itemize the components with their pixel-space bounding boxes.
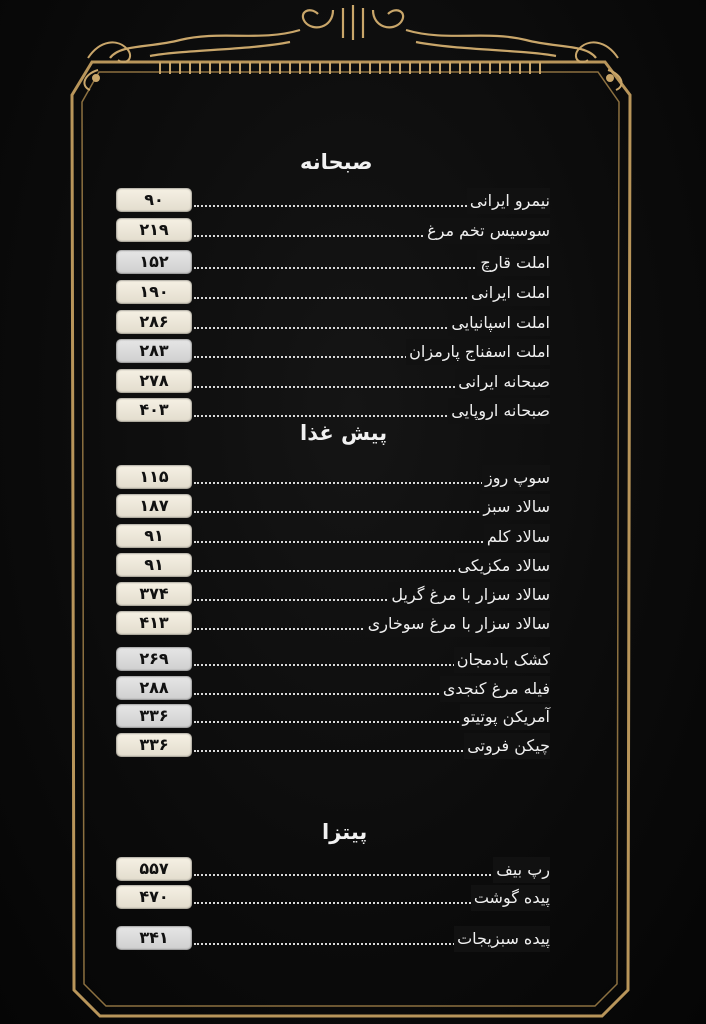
menu-item-name: صبحانه ایرانی (455, 369, 550, 395)
menu-item-name: املت اسفناج پارمزان (406, 339, 550, 365)
menu-item (116, 704, 550, 730)
menu-item-name: چیکن فروتی (464, 733, 550, 759)
menu-item (116, 188, 550, 214)
menu-item (116, 582, 550, 608)
menu-item (116, 611, 550, 637)
menu-item-name: سالاد کلم (484, 524, 550, 550)
menu-item-name: صبحانه اروپایی (448, 398, 550, 424)
price-tag: ۲۸۸ (116, 676, 192, 700)
menu-item (116, 218, 550, 244)
price-tag: ۲۱۹ (116, 218, 192, 242)
price-tag: ۴۰۳ (116, 398, 192, 422)
menu-item-name: پیده گوشت (471, 885, 550, 911)
menu-item (116, 369, 550, 395)
menu-item-name: سالاد مکزیکی (455, 553, 550, 579)
menu-item-name: سالاد سبز (480, 494, 550, 520)
price-tag: ۲۷۸ (116, 369, 192, 393)
price-tag: ۵۵۷ (116, 857, 192, 881)
menu-item-name: فیله مرغ کنجدی (440, 676, 550, 702)
menu-item-name: املت ایرانی (468, 280, 550, 306)
price-tag: ۳۳۶ (116, 704, 192, 728)
price-tag: ۲۸۳ (116, 339, 192, 363)
price-tag: ۳۷۴ (116, 582, 192, 606)
menu-item-name: کشک بادمجان (454, 647, 550, 673)
price-tag: ۹۰ (116, 188, 192, 212)
menu-item-name: آمریکن پوتیتو (460, 704, 551, 730)
menu-item (116, 733, 550, 759)
top-scroll-ornament-icon (110, 5, 596, 58)
menu-item-name: نیمرو ایرانی (467, 188, 550, 214)
price-tag: ۱۹۰ (116, 280, 192, 304)
price-tag: ۹۱ (116, 524, 192, 548)
price-tag: ۳۳۶ (116, 733, 192, 757)
menu-item (116, 310, 550, 336)
menu-item (116, 339, 550, 365)
menu-item (116, 250, 550, 276)
price-tag: ۱۸۷ (116, 494, 192, 518)
menu-item (116, 647, 550, 673)
price-tag: ۴۱۳ (116, 611, 192, 635)
menu-item-name: املت قارچ (477, 250, 550, 276)
price-tag: ۲۸۶ (116, 310, 192, 334)
price-tag: ۳۴۱ (116, 926, 192, 950)
menu-item (116, 885, 550, 911)
price-tag: ۱۱۵ (116, 465, 192, 489)
menu-item-name: سوسیس تخم مرغ (424, 218, 550, 244)
menu-item (116, 524, 550, 550)
menu-item (116, 465, 550, 491)
price-tag: ۱۵۲ (116, 250, 192, 274)
price-tag: ۲۶۹ (116, 647, 192, 671)
menu-item (116, 857, 550, 883)
menu-item (116, 553, 550, 579)
menu-item-name: پیده سبزیجات (454, 926, 550, 952)
menu-item-name: رپ بیف (493, 857, 550, 883)
section-title-pizza: پیتزا (322, 820, 368, 844)
menu-item-name: سالاد سزار با مرغ سوخاری (365, 611, 550, 637)
menu-item (116, 676, 550, 702)
section-title-appetizers: پیش غذا (300, 421, 388, 445)
menu-item-name: املت اسپانیایی (448, 310, 550, 336)
menu-item-name: سالاد سزار با مرغ گریل (388, 582, 550, 608)
menu-item-name: سوپ روز (482, 465, 550, 491)
section-title-breakfast: صبحانه (300, 150, 373, 174)
price-tag: ۴۷۰ (116, 885, 192, 909)
menu-item (116, 926, 550, 952)
price-tag: ۹۱ (116, 553, 192, 577)
menu-item (116, 494, 550, 520)
menu-item (116, 280, 550, 306)
